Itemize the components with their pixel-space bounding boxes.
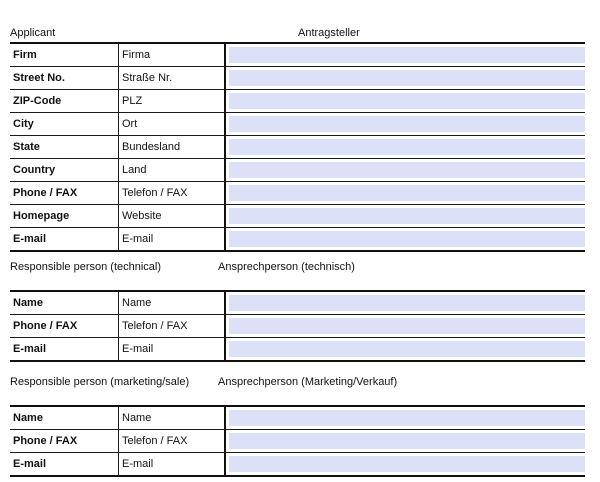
technical-name-label-en: Name bbox=[10, 291, 119, 315]
applicant-street-no-row bbox=[10, 67, 585, 90]
applicant-homepage-field-cell bbox=[225, 205, 585, 228]
marketing-e-mail-label-en: E-mail bbox=[10, 453, 119, 477]
applicant-country-label-en: Country bbox=[10, 159, 119, 182]
marketing-contact-table bbox=[10, 405, 585, 477]
technical-phone-fax-field[interactable] bbox=[229, 318, 585, 334]
applicant-e-mail-label-en: E-mail bbox=[10, 228, 119, 252]
applicant-city-field-cell bbox=[225, 113, 585, 136]
marketing-phone-fax-label-en: Phone / FAX bbox=[10, 430, 119, 453]
marketing-phone-fax-field[interactable] bbox=[229, 433, 585, 449]
applicant-phone-fax-label-de: Telefon / FAX bbox=[119, 182, 226, 205]
marketing-contact-heading-en: Responsible person (marketing/sale) bbox=[10, 376, 190, 388]
marketing-name-label-en: Name bbox=[10, 406, 119, 430]
marketing-e-mail-label-de: E-mail bbox=[119, 453, 226, 477]
applicant-zip-code-field-cell bbox=[225, 90, 585, 113]
technical-phone-fax-field-cell bbox=[225, 315, 585, 338]
marketing-phone-fax-row bbox=[10, 430, 585, 453]
applicant-city-row bbox=[10, 113, 585, 136]
applicant-homepage-label-en: Homepage bbox=[10, 205, 119, 228]
technical-phone-fax-label-en: Phone / FAX bbox=[10, 315, 119, 338]
technical-name-label-de: Name bbox=[119, 291, 226, 315]
applicant-homepage-field[interactable] bbox=[229, 208, 585, 224]
technical-e-mail-label-de: E-mail bbox=[119, 338, 226, 362]
applicant-table bbox=[10, 42, 585, 252]
applicant-e-mail-field[interactable] bbox=[229, 231, 585, 247]
marketing-phone-fax-label-de: Telefon / FAX bbox=[119, 430, 226, 453]
technical-contact-heading-de: Ansprechperson (technisch) bbox=[218, 261, 355, 273]
applicant-street-no-field[interactable] bbox=[229, 70, 585, 86]
marketing-name-label-de: Name bbox=[119, 406, 226, 430]
applicant-phone-fax-field-cell bbox=[225, 182, 585, 205]
applicant-street-no-label-de: Straße Nr. bbox=[119, 67, 226, 90]
applicant-state-row bbox=[10, 136, 585, 159]
marketing-name-row bbox=[10, 406, 585, 430]
marketing-phone-fax-field-cell bbox=[225, 430, 585, 453]
applicant-phone-fax-field[interactable] bbox=[229, 185, 585, 201]
applicant-city-label-en: City bbox=[10, 113, 119, 136]
marketing-e-mail-row bbox=[10, 453, 585, 477]
applicant-homepage-row bbox=[10, 205, 585, 228]
technical-phone-fax-label-de: Telefon / FAX bbox=[119, 315, 226, 338]
applicant-street-no-field-cell bbox=[225, 67, 585, 90]
marketing-contact-heading-de: Ansprechperson (Marketing/Verkauf) bbox=[218, 376, 398, 388]
applicant-firm-label-en: Firm bbox=[10, 43, 119, 67]
technical-e-mail-field[interactable] bbox=[229, 341, 585, 357]
applicant-city-label-de: Ort bbox=[119, 113, 226, 136]
applicant-state-label-en: State bbox=[10, 136, 119, 159]
technical-name-row bbox=[10, 291, 585, 315]
applicant-phone-fax-label-en: Phone / FAX bbox=[10, 182, 119, 205]
applicant-zip-code-label-en: ZIP-Code bbox=[10, 90, 119, 113]
applicant-e-mail-label-de: E-mail bbox=[119, 228, 226, 252]
applicant-country-label-de: Land bbox=[119, 159, 226, 182]
applicant-firm-row bbox=[10, 43, 585, 67]
applicant-country-row bbox=[10, 159, 585, 182]
applicant-street-no-label-en: Street No. bbox=[10, 67, 119, 90]
applicant-state-field[interactable] bbox=[229, 139, 585, 155]
technical-name-field-cell bbox=[225, 291, 585, 315]
marketing-e-mail-field[interactable] bbox=[229, 456, 585, 472]
technical-e-mail-label-en: E-mail bbox=[10, 338, 119, 362]
technical-e-mail-row bbox=[10, 338, 585, 362]
applicant-zip-code-field[interactable] bbox=[229, 93, 585, 109]
applicant-firm-field[interactable] bbox=[229, 47, 585, 63]
technical-contact-heading-en: Responsible person (technical) bbox=[10, 261, 162, 273]
technical-name-field[interactable] bbox=[229, 295, 585, 311]
technical-contact-table bbox=[10, 290, 585, 362]
applicant-zip-code-label-de: PLZ bbox=[119, 90, 226, 113]
marketing-name-field[interactable] bbox=[229, 410, 585, 426]
applicant-heading-de: Antragsteller bbox=[298, 27, 360, 39]
applicant-country-field-cell bbox=[225, 159, 585, 182]
applicant-firm-label-de: Firma bbox=[119, 43, 226, 67]
technical-e-mail-field-cell bbox=[225, 338, 585, 362]
applicant-heading-en: Applicant bbox=[10, 27, 56, 39]
applicant-firm-field-cell bbox=[225, 43, 585, 67]
applicant-e-mail-field-cell bbox=[225, 228, 585, 252]
applicant-zip-code-row bbox=[10, 90, 585, 113]
applicant-state-label-de: Bundesland bbox=[119, 136, 226, 159]
applicant-homepage-label-de: Website bbox=[119, 205, 226, 228]
technical-phone-fax-row bbox=[10, 315, 585, 338]
applicant-e-mail-row bbox=[10, 228, 585, 252]
applicant-phone-fax-row bbox=[10, 182, 585, 205]
marketing-name-field-cell bbox=[225, 406, 585, 430]
applicant-state-field-cell bbox=[225, 136, 585, 159]
applicant-country-field[interactable] bbox=[229, 162, 585, 178]
applicant-city-field[interactable] bbox=[229, 116, 585, 132]
marketing-e-mail-field-cell bbox=[225, 453, 585, 477]
